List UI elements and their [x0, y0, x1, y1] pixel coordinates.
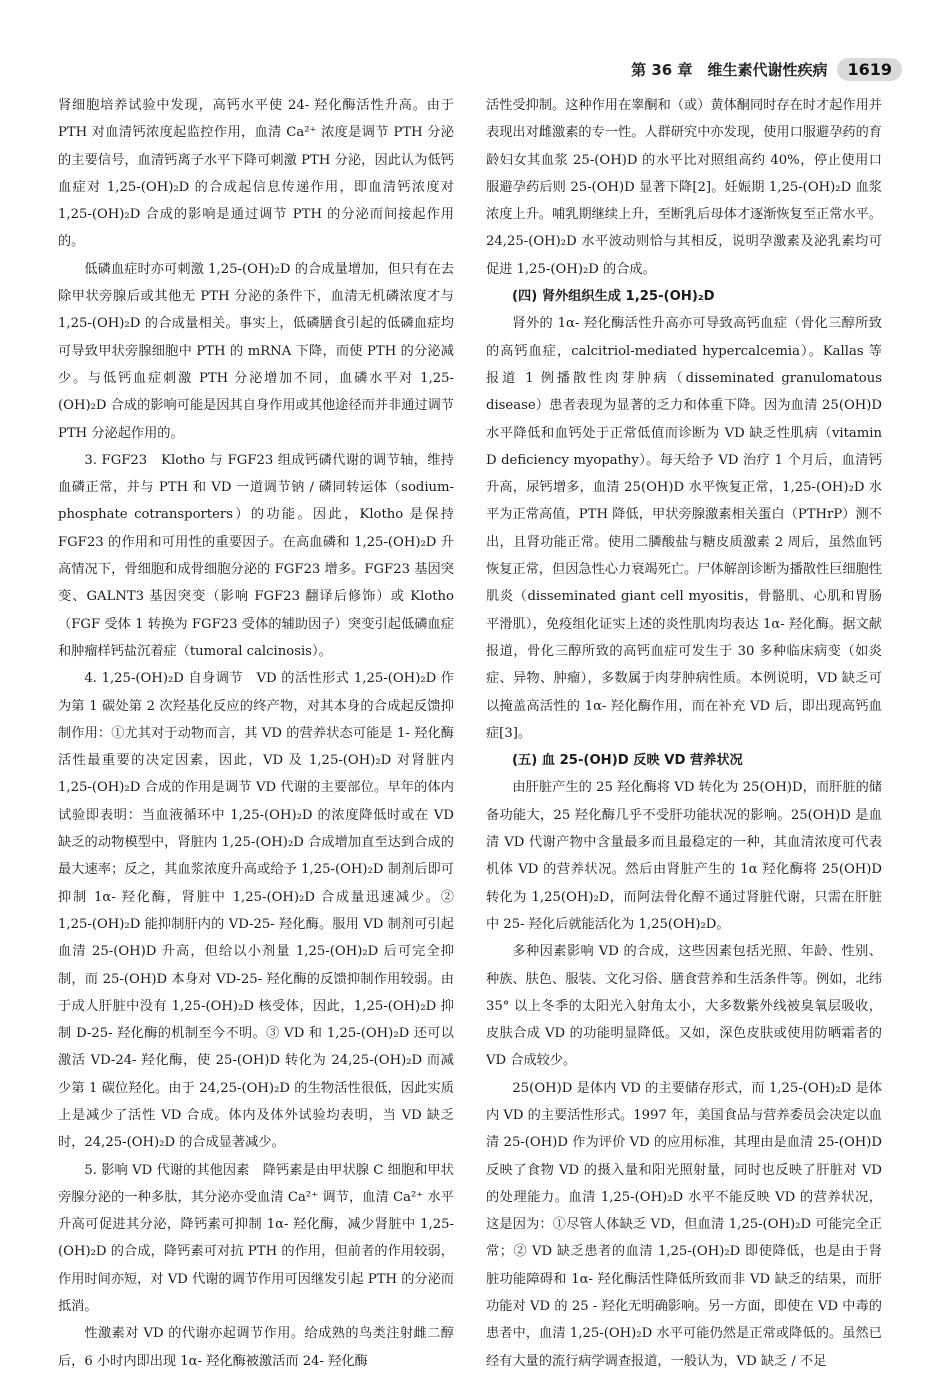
paragraph: 3. FGF23 Klotho 与 FGF23 组成钙磷代谢的调节轴，维持血磷正常，并与 PTH 和 VD 一道调节钠 / 磷同转运体（sodium-phosphate cotransporters）的功能。因此，Klotho 是保持 FGF23 的作用和可用性的重要因子。在高血磷和 1,25-(OH)₂D 升高情况下，骨细胞和成骨细胞分泌的 FGF23 增多。FGF23 基因突变、GALNT3 基因突变（影响 FGF23 翻译后修饰）或 Klotho（FGF 受体 1 转换为 FGF23 受体的辅助因子）突变引起低磷血症和肿瘤样钙盐沉着症（tumoral calcinosis）。	[58, 452, 454, 659]
section-heading: (五) 血 25-(OH)D 反映 VD 营养状况	[512, 753, 743, 769]
paragraph: 25(OH)D 是体内 VD 的主要储存形式，而 1,25-(OH)₂D 是体内 VD 的主要活性形式。1997 年，美国食品与营养委员会决定以血清 25-(OH)D 作为评价 VD 的应用标准，其理由是血清 25-(OH)D 反映了食物 VD 的摄入量和阳光照射量，同时也反映了肝脏对 VD 的处理能力。血清 1,25-(OH)₂D 水平不能反映 VD 的营养状况，这是因为：①尽管人体缺乏 VD，但血清 1,25-(OH)₂D 可能完全正常；② VD 缺乏患者的血清 1,25-(OH)₂D 即使降低，也是由于肾脏功能障碍和 1α- 羟化酶活性降低所致而非 VD 缺乏的结果，而肝功能对 VD 的 25 - 羟化无明确影响。另一方面，即使在 VD 中毒的患者中，血清 1,25-(OH)₂D 水平可能仍然是正常或降低的。虽然已经有大量的流行病学调查报道，一般认为，VD 缺乏 / 不足	[486, 1080, 882, 1369]
right-column	[486, 92, 882, 1375]
chapter-title: 第 36 章 维生素代谢性疾病	[631, 60, 828, 79]
paragraph: 肾细胞培养试验中发现，高钙水平使 24- 羟化酶活性升高。由于 PTH 对血清钙浓度起监控作用，血清 Ca²⁺ 浓度是调节 PTH 分泌的主要信号，血清钙离子水平下降可刺激 PTH 分泌，因此认为低钙血症对 1,25-(OH)₂D 的合成起信息传递作用，即血清钙浓度对 1,25-(OH)₂D 合成的影响是通过调节 PTH 的分泌而间接起作用的。	[58, 98, 454, 250]
paragraph: 5. 影响 VD 代谢的其他因素 降钙素是由甲状腺 C 细胞和甲状旁腺分泌的一种多肽，其分泌亦受血清 Ca²⁺ 调节，血清 Ca²⁺ 水平升高可促进其分泌，降钙素可抑制 1α- 羟化酶，减少肾脏中 1,25-(OH)₂D 的合成，降钙素可对抗 PTH 的作用，但前者的作用较弱，作用时间亦短，对 VD 代谢的调节作用可因继发引起 PTH 的分泌而抵消。	[58, 1162, 454, 1315]
left-column	[58, 92, 454, 1375]
paragraph: 由肝脏产生的 25 羟化酶将 VD 转化为 25(OH)D，而肝脏的储备功能大，25 羟化酶几乎不受肝功能状况的影响。25(OH)D 是血清 VD 代谢产物中含量最多而且最稳定的一种，其血清浓度可代表机体 VD 的营养状况。然后由肾脏产生的 1α 羟化酶将 25(OH)D 转化为 1,25(OH)₂D，而阿法骨化醇不通过肾脏代谢，只需在肝脏中 25- 羟化后就能活化为 1,25(OH)₂D。	[486, 780, 882, 932]
paragraph: 活性受抑制。这种作用在睾酮和（或）黄体酮同时存在时才起作用并表现出对雌激素的专一性。人群研究中亦发现，使用口服避孕药的育龄妇女其血浆 25-(OH)D 的水平比对照组高约 40%，停止使用口服避孕药后则 25-(OH)D 显著下降[2]。妊娠期 1,25-(OH)₂D 血浆浓度上升。哺乳期继续上升，至断乳后母体才逐渐恢复至正常水平。24,25-(OH)₂D 水平波动则恰与其相反，说明孕激素及泌乳素均可促进 1,25-(OH)₂D 的合成。	[486, 98, 882, 277]
section-heading: (四) 肾外组织生成 1,25-(OH)₂D	[512, 289, 715, 305]
paragraph: 低磷血症时亦可刺激 1,25-(OH)₂D 的合成量增加，但只有在去除甲状旁腺后或其他无 PTH 分泌的条件下，血清无机磷浓度才与 1,25-(OH)₂D 的合成量相关。事实上，低磷膳食引起的低磷血症均可导致甲状旁腺细胞中 PTH 的 mRNA 下降，而使 PTH 的分泌减少。与低钙血症刺激 PTH 分泌增加不同，血磷水平对 1,25-(OH)₂D 合成的影响可能是因其自身作用或其他途径而并非通过调节 PTH 分泌起作用的。	[58, 261, 454, 441]
running-header	[592, 56, 902, 82]
paragraph: 多种因素影响 VD 的合成，这些因素包括光照、年龄、性别、种族、肤色、服装、文化习俗、膳食营养和生活条件等。例如，北纬 35° 以上冬季的太阳光入射角太小，大多数紫外线被臭氧层吸收，皮肤合成 VD 的功能明显降低。又如，深色皮肤或使用防晒霜者的 VD 合成较少。	[486, 944, 882, 1069]
page-number: 1619	[837, 58, 902, 81]
paragraph: 4. 1,25-(OH)₂D 自身调节 VD 的活性形式 1,25-(OH)₂D 作为第 1 碳处第 2 次羟基化反应的终产物，对其本身的合成起反馈抑制作用：①尤其对于动物而言，其 VD 的营养状态可能是 1- 羟化酶活性最重要的决定因素，因此，VD 及 1,25-(OH)₂D 对肾脏内 1,25-(OH)₂D 合成的作用是调节 VD 代谢的主要部位。早年的体内试验即表明：当血液循环中 1,25-(OH)₂D 的浓度降低时或在 VD 缺乏的动物模型中，肾脏内 1,25-(OH)₂D 合成增加直至达到合成的最大速率；反之，其血浆浓度升高或给予 1,25-(OH)₂D 制剂后即可抑制 1α- 羟化酶，肾脏中 1,25-(OH)₂D 合成量迅速减少。② 1,25-(OH)₂D 能抑制肝内的 VD-25- 羟化酶。服用 VD 制剂可引起血清 25-(OH)D 升高，但给以小剂量 1,25-(OH)₂D 后可完全抑制，而 25-(OH)D 本身对 VD-25- 羟化酶的反馈抑制作用较弱。由于成人肝脏中没有 1,25-(OH)₂D 核受体，因此，1,25-(OH)₂D 抑制 D-25- 羟化酶的机制至今不明。③ VD 和 1,25-(OH)₂D 还可以激活 VD-24- 羟化酶，使 25-(OH)D 转化为 24,25-(OH)₂D 而减少第 1 碳位羟化。由于 24,25-(OH)₂D 的生物活性很低，因此实质上是减少了活性 VD 合成。体内及体外试验均表明，当 VD 缺乏时，24,25-(OH)₂D 的合成显著减少。	[58, 671, 454, 1151]
paragraph: 性激素对 VD 的代谢亦起调节作用。给成熟的鸟类注射雌二醇后，6 小时内即出现 1α- 羟化酶被激活而 24- 羟化酶	[58, 1326, 454, 1369]
paragraph: 肾外的 1α- 羟化酶活性升高亦可导致高钙血症（骨化三醇所致的高钙血症，calcitriol-mediated hypercalcemia）。Kallas 等报道 1 例播散性肉芽肿病（disseminated granulomatous disease）患者表现为显著的乏力和体重下降。因为血清 25(OH)D 水平降低和血钙处于正常低值而诊断为 VD 缺乏性肌病（vitamin D deficiency myopathy）。每天给予 VD 治疗 1 个月后，血清钙升高，尿钙增多，血清 25(OH)D 水平恢复正常，1,25-(OH)₂D 水平为正常高值，PTH 降低，甲状旁腺激素相关蛋白（PTHrP）测不出，且肾功能正常。使用二膦酸盐与糖皮质激素 2 周后，虽然血钙恢复正常，但因急性心力衰竭死亡。尸体解剖诊断为播散性巨细胞性肌炎（disseminated giant cell myositis，骨骼肌、心肌和胃肠平滑肌），免疫组化证实上述的炎性肌肉均表达 1α- 羟化酶。据文献报道，骨化三醇所致的高钙血症可发生于 30 多种临床病变（如炎症、异物、肿瘤），多数属于肉芽肿病性质。本例说明，VD 缺乏可以掩盖高活性的 1α- 羟化酶作用，而在补充 VD 后，即出现高钙血症[3]。	[486, 316, 882, 741]
